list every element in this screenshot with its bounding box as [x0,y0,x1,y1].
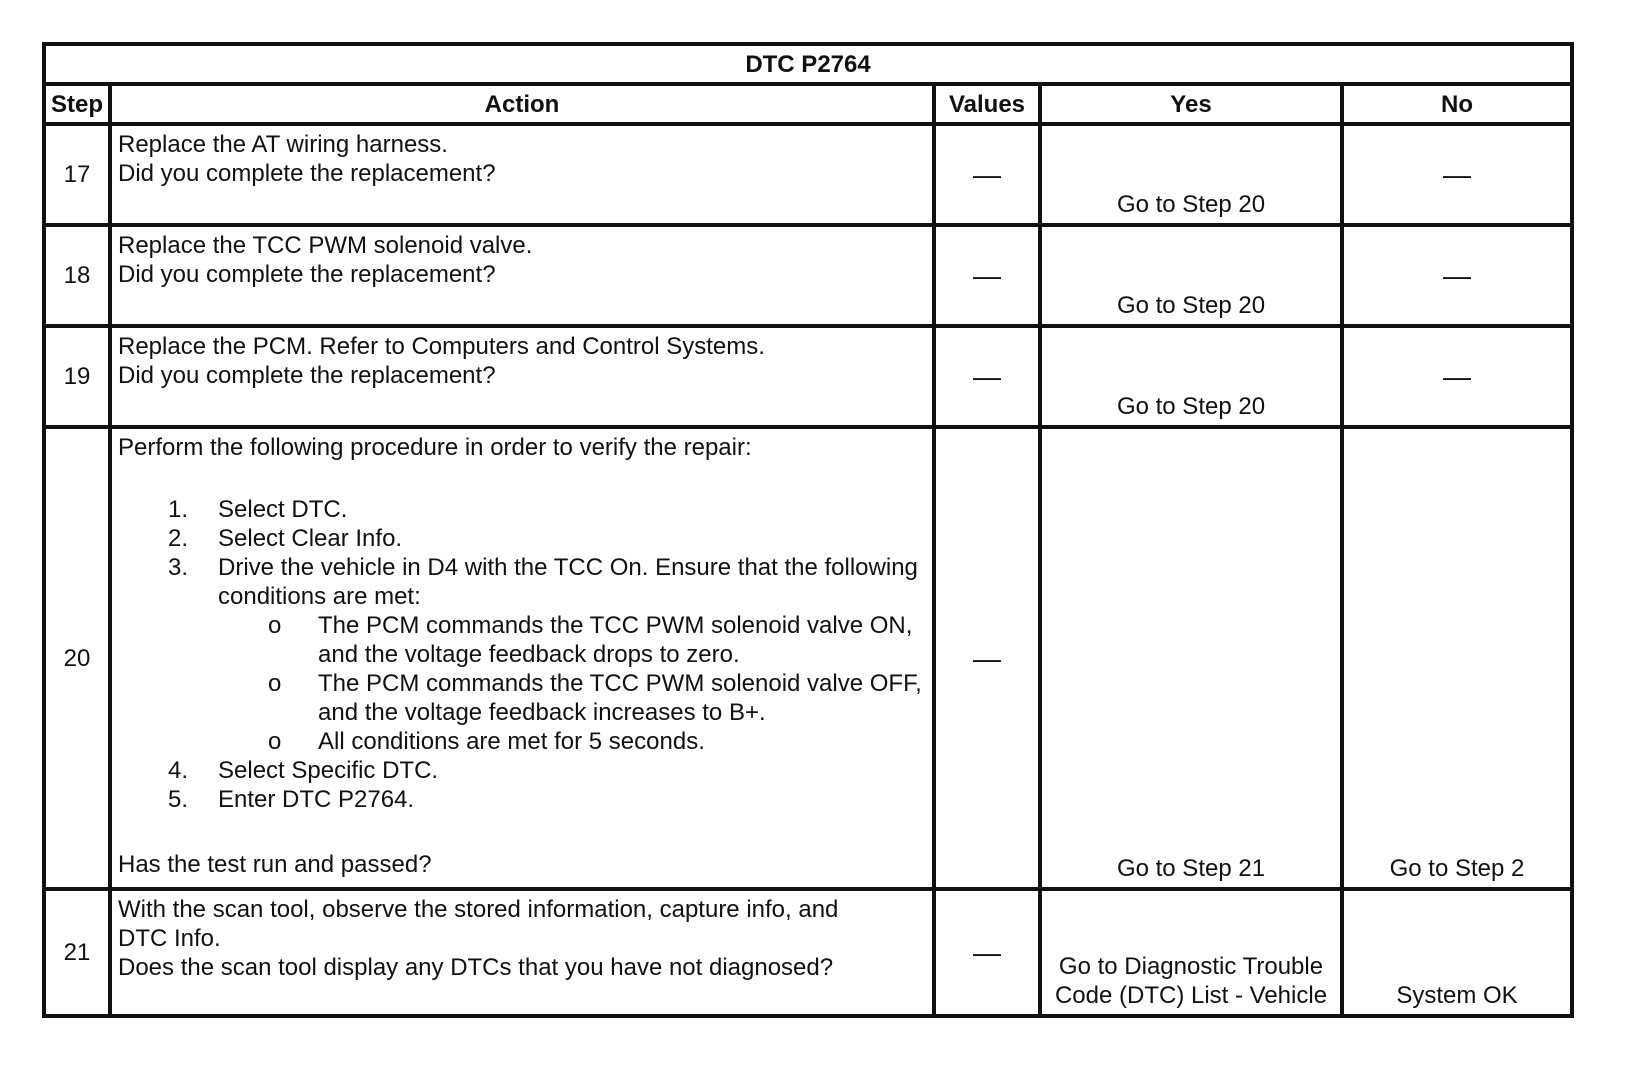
procedure-list [118,495,928,611]
list-item: o All conditions are met for 5 seconds. [268,728,705,755]
no-cell: Go to Step 2 [1342,427,1572,889]
yes-cell: Go to Diagnostic Trouble Code (DTC) List - Vehicle [1040,889,1342,1016]
yes-cell: Go to Step 20 [1040,225,1342,326]
bullet-icon: o [268,612,282,639]
list-item: 5. Enter DTC P2764. [168,786,415,813]
action-question: Did you complete the replacement? [118,362,496,389]
action-text: With the scan tool, observe the stored information, capture info, and DTC Info. [118,896,839,952]
step-number: 19 [44,326,110,427]
no-cell: System OK [1342,889,1572,1016]
header-yes: Yes [1040,84,1342,124]
list-item: 1. Select DTC. [168,496,348,523]
action-question: Does the scan tool display any DTCs that you have not diagnosed? [118,954,834,981]
list-item: o The PCM commands the TCC PWM solenoid valve OFF, and the voltage feedback increases to B+. [268,670,922,726]
step-number: 21 [44,889,110,1016]
table-row [44,427,1572,889]
table-row [44,124,1572,225]
step-number: 17 [44,124,110,225]
yes-cell: Go to Step 20 [1040,326,1342,427]
header-action: Action [110,84,934,124]
list-item: 4. Select Specific DTC. [168,757,439,784]
header-row [44,84,1572,124]
no-cell: — [1342,326,1572,427]
values-cell: — [934,326,1040,427]
action-cell [110,124,934,225]
action-cell [110,427,934,889]
values-cell: — [934,124,1040,225]
table-title: DTC P2764 [44,44,1572,84]
step-number: 20 [44,427,110,889]
condition-list [118,611,928,756]
action-text: Replace the AT wiring harness. [118,131,448,158]
action-cell [110,326,934,427]
bullet-icon: o [268,670,282,697]
table-row [44,326,1572,427]
step-number: 18 [44,225,110,326]
table-row [44,889,1572,1016]
yes-cell: Go to Step 20 [1040,124,1342,225]
values-cell: — [934,889,1040,1016]
no-cell: — [1342,124,1572,225]
action-question: Has the test run and passed? [118,851,432,878]
action-cell [110,889,934,1016]
procedure-list-continued [118,756,928,814]
values-cell: — [934,427,1040,889]
dtc-table [42,42,1574,1018]
action-text: Replace the PCM. Refer to Computers and Control Systems. [118,333,765,360]
header-no: No [1342,84,1572,124]
action-question: Did you complete the replacement? [118,261,496,288]
values-cell: — [934,225,1040,326]
list-item: 2. Select Clear Info. [168,525,403,552]
procedure-intro: Perform the following procedure in order to verify the repair: [118,434,752,461]
list-item: o The PCM commands the TCC PWM solenoid valve ON, and the voltage feedback drops to zero. [268,612,913,668]
header-step: Step [44,84,110,124]
action-text: Replace the TCC PWM solenoid valve. [118,232,533,259]
no-cell: — [1342,225,1572,326]
action-question: Did you complete the replacement? [118,160,496,187]
header-values: Values [934,84,1040,124]
yes-cell: Go to Step 21 [1040,427,1342,889]
action-cell [110,225,934,326]
bullet-icon: o [268,728,282,755]
table-row [44,225,1572,326]
list-item: 3. Drive the vehicle in D4 with the TCC On. Ensure that the following conditions are met: [168,554,918,610]
